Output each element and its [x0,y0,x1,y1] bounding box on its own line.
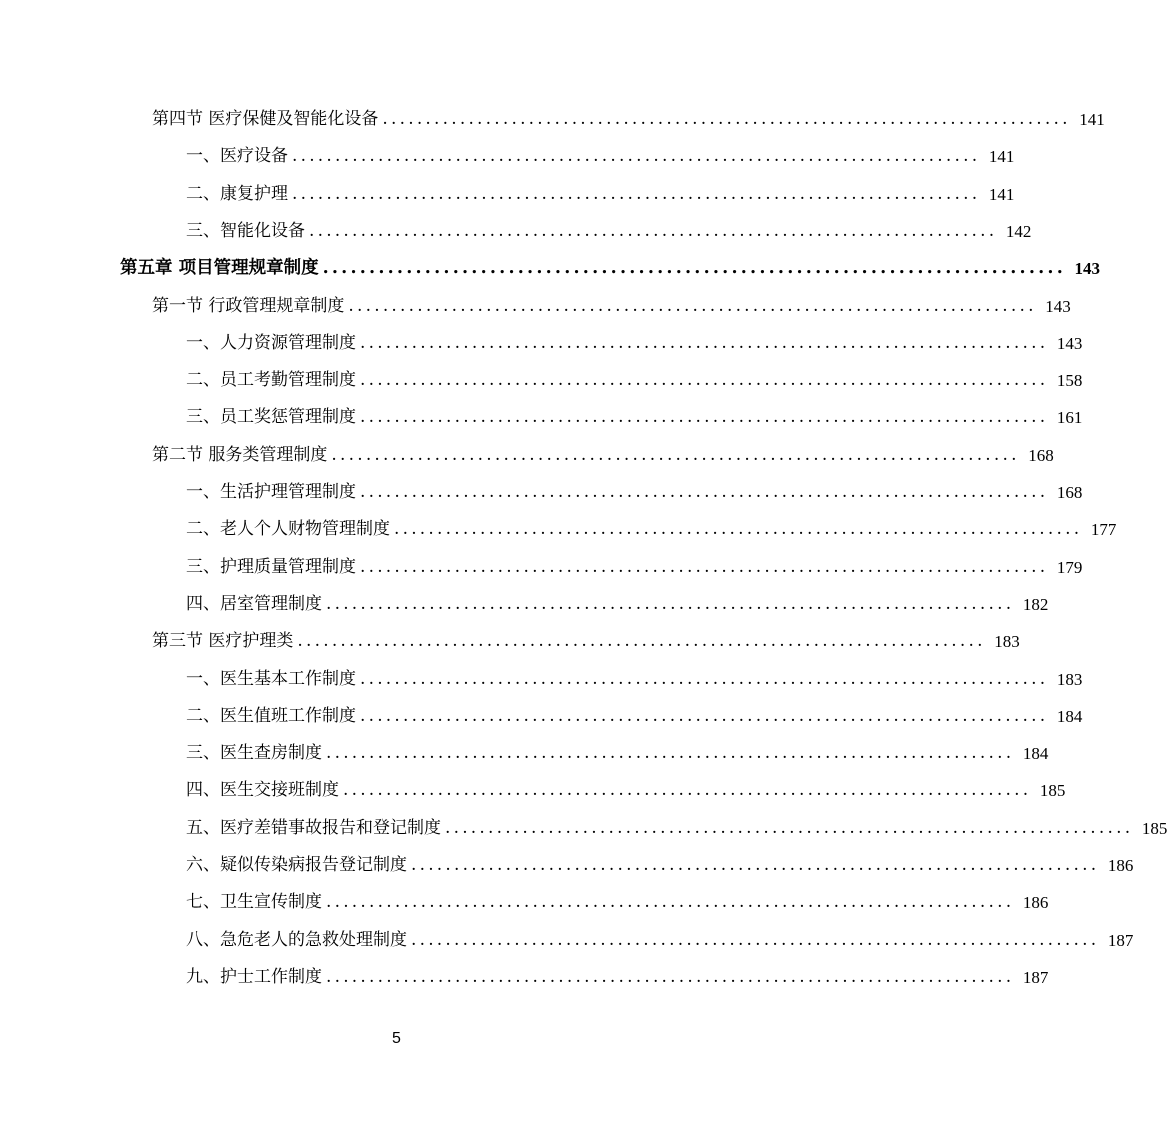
toc-entry-title: 六、疑似传染病报告登记制度 [186,855,407,875]
toc-entry-title: 一、人力资源管理制度 [186,332,356,353]
toc-dot-leader: ................................................................................ [360,705,1049,726]
toc-entry-page: 184 [1022,744,1049,764]
toc-dot-leader: ................................................................................ [360,556,1049,577]
toc-dot-leader: ................................................................................ [326,593,1015,614]
toc-entry[interactable] [186,549,1083,586]
toc-dot-leader: ................................................................................ [309,220,998,241]
toc-entry[interactable] [186,847,1134,884]
toc-entry-page: 183 [994,632,1020,652]
toc-dot-leader: ................................................................................ [411,929,1100,950]
toc-entry-page: 179 [1056,557,1083,577]
toc-entry-title: 一、医生基本工作制度 [186,668,356,689]
toc-entry-page: 141 [1079,110,1105,129]
toc-entry-title: 七、卫生宣传制度 [186,892,322,913]
toc-entry-page: 161 [1056,408,1083,428]
toc-entry[interactable] [186,959,1049,996]
toc-entry[interactable] [186,698,1083,735]
toc-dot-leader: ................................................................................ [292,146,981,167]
toc-entry-title: 第一节 行政管理规章制度 [152,295,345,316]
page-number: 5 [392,1030,401,1047]
toc-entry-title: 一、医疗设备 [186,146,288,167]
toc-entry[interactable] [152,437,1054,474]
toc-entry-page: 143 [1074,259,1100,279]
toc-dot-leader: ................................................................................ [382,109,1071,129]
toc-entry-page: 183 [1056,669,1083,689]
toc-entry-page: 186 [1107,856,1134,875]
toc-entry[interactable] [152,101,1105,138]
toc-entry-page: 141 [988,184,1015,204]
toc-entry-title: 五、医疗差错事故报告和登记制度 [186,817,441,838]
toc-entry-title: 二、康复护理 [186,183,288,204]
toc-entry-page: 158 [1056,371,1083,391]
toc-entry[interactable] [186,325,1083,362]
toc-entry-title: 第三节 医疗护理类 [152,631,294,652]
toc-entry[interactable] [120,250,1100,287]
toc-dot-leader: ................................................................................ [394,519,1083,540]
toc-dot-leader: ................................................................................ [292,183,981,204]
toc-dot-leader: ................................................................................ [326,892,1015,913]
toc-entry-title: 四、医生交接班制度 [186,780,339,801]
toc-entry[interactable] [186,810,1167,847]
toc-dot-leader: ................................................................................ [326,966,1015,987]
toc-dot-leader: ................................................................................ [343,780,1032,801]
toc-entry[interactable] [186,586,1049,623]
toc-entry[interactable] [186,922,1134,959]
toc-entry[interactable] [186,213,1032,250]
toc-entry[interactable] [152,623,1020,660]
toc-entry[interactable] [186,176,1015,213]
toc-entry-title: 三、员工奖惩管理制度 [186,407,356,428]
toc-entry-page: 185 [1039,781,1066,801]
toc-entry[interactable] [186,884,1049,921]
toc-dot-leader: ................................................................................ [326,743,1015,764]
toc-entry[interactable] [186,474,1083,511]
toc-entry-title: 九、护士工作制度 [186,966,322,987]
toc-entry[interactable] [186,772,1066,809]
toc-entry-page: 141 [988,147,1015,167]
toc-entry[interactable] [186,735,1049,772]
toc-entry-title: 八、急危老人的急救处理制度 [186,929,407,950]
toc-entry-title: 二、员工考勤管理制度 [186,370,356,391]
toc-dot-leader: ................................................................................ [331,444,1020,465]
toc-entry-page: 187 [1022,967,1049,987]
toc-dot-leader: ................................................................................ [360,668,1049,689]
toc-entry-title: 第二节 服务类管理制度 [152,444,328,465]
toc-entry-page: 184 [1056,706,1083,726]
toc-entry[interactable] [186,138,1015,175]
toc-entry-page: 143 [1045,296,1071,316]
toc-entry-title: 三、医生查房制度 [186,743,322,764]
toc-entry[interactable] [186,362,1083,399]
toc-dot-leader: ................................................................................ [360,370,1049,391]
toc-entry-title: 二、医生值班工作制度 [186,705,356,726]
toc-entry[interactable] [186,399,1083,436]
toc-dot-leader: ................................................................................ [360,482,1049,502]
toc-entry-title: 四、居室管理制度 [186,593,322,614]
toc-entry-title: 第四节 医疗保健及智能化设备 [152,109,379,129]
toc-dot-leader: ................................................................................ [445,817,1134,838]
toc-entry-page: 187 [1107,930,1134,950]
toc-dot-leader: ................................................................................ [297,631,986,652]
toc-dot-leader: ................................................................................ [411,855,1100,875]
toc-entry-title: 三、护理质量管理制度 [186,556,356,577]
toc-entry[interactable] [186,511,1117,548]
toc-dot-leader: ................................................................................ [322,258,1066,279]
toc-entry-title: 第五章 项目管理规章制度 [120,258,319,279]
toc-entry-title: 二、老人个人财物管理制度 [186,519,390,540]
toc-entry-page: 168 [1056,483,1083,502]
toc-dot-leader: ................................................................................ [360,407,1049,428]
toc-entry-title: 一、生活护理管理制度 [186,482,356,502]
toc-entry-page: 185 [1141,818,1167,838]
toc-entry-page: 142 [1005,221,1032,241]
toc-entry-title: 三、智能化设备 [186,220,305,241]
toc-entry-page: 177 [1090,520,1117,540]
toc-entry-page: 143 [1056,333,1083,353]
toc-dot-leader: ................................................................................ [360,332,1049,353]
toc-entry-page: 186 [1022,893,1049,913]
toc-entry-page: 182 [1022,594,1049,614]
toc-dot-leader: ................................................................................ [348,295,1037,316]
toc-entry[interactable] [152,288,1071,325]
toc-entry-page: 168 [1028,445,1054,465]
toc-entry[interactable] [186,661,1083,698]
